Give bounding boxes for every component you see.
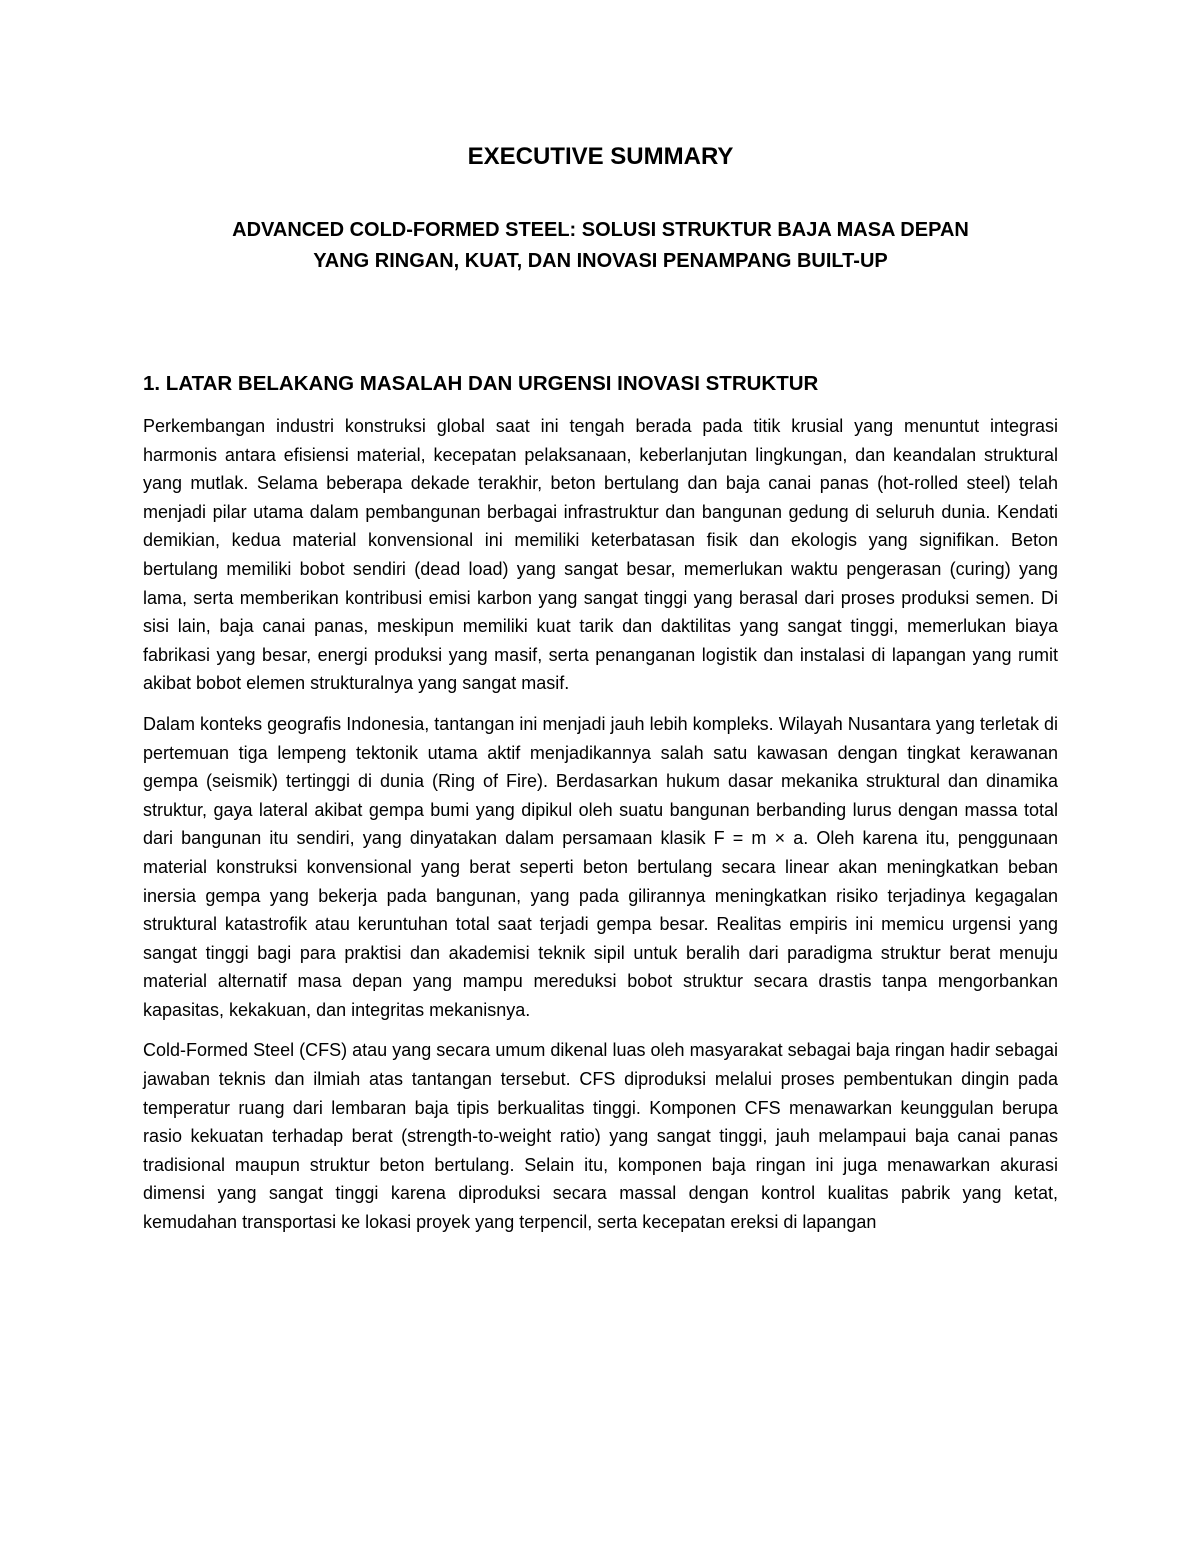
document-title: EXECUTIVE SUMMARY (467, 143, 734, 170)
subtitle-line-1: ADVANCED COLD-FORMED STEEL: SOLUSI STRUKTUR BAJA MASA DEPAN (232, 219, 969, 241)
paragraph: Cold-Formed Steel (CFS) atau yang secara umum dikenal luas oleh masyarakat sebagai baja ringan hadir sebagai jawaban teknis dan ilmiah atas tantangan tersebut. CFS diproduksi melalui proses pembentukan dingin pada temperatur ruang dari lembaran baja tipis berkualitas tinggi. Komponen CFS menawarkan keunggulan berupa rasio kekuatan terhadap berat (strength-to-weight ratio) yang sangat tinggi, jauh melampaui baja canai panas tradisional maupun struktur beton bertulang. Selain itu, komponen baja ringan ini juga menawarkan akurasi dimensi yang sangat tinggi karena diproduksi secara massal dengan kontrol kualitas pabrik yang ketat, kemudahan transportasi ke lokasi proyek yang terpencil, serta kecepatan ereksi di lapangan (143, 1040, 1058, 1233)
section-heading: 1. LATAR BELAKANG MASALAH DAN URGENSI INOVASI STRUKTUR (143, 372, 819, 395)
section-body (143, 412, 1058, 1249)
paragraph: Perkembangan industri konstruksi global saat ini tengah berada pada titik krusial yang menuntut integrasi harmonis antara efisiensi material, kecepatan pelaksanaan, keberlanjutan lingkungan, dan keandalan struktural yang mutlak. Selama beberapa dekade terakhir, beton bertulang dan baja canai panas (hot-rolled steel) telah menjadi pilar utama dalam pembangunan berbagai infrastruktur dan bangunan gedung di seluruh dunia. Kendati demikian, kedua material konvensional ini memiliki keterbatasan fisik dan ekologis yang signifikan. Beton bertulang memiliki bobot sendiri (dead load) yang sangat besar, memerlukan waktu pengerasan (curing) yang lama, serta memberikan kontribusi emisi karbon yang sangat tinggi yang berasal dari proses produksi semen. Di sisi lain, baja canai panas, meskipun memiliki kuat tarik dan daktilitas yang sangat tinggi, memerlukan biaya fabrikasi yang besar, energi produksi yang masif, serta penanganan logistik dan instalasi di lapangan yang rumit akibat bobot elemen strukturalnya yang sangat masif. (143, 416, 1058, 694)
paragraph: Dalam konteks geografis Indonesia, tantangan ini menjadi jauh lebih kompleks. Wilayah Nusantara yang terletak di pertemuan tiga lempeng tektonik utama aktif menjadikannya salah satu kawasan dengan tingkat kerawanan gempa (seismik) tertinggi di dunia (Ring of Fire). Berdasarkan hukum dasar mekanika struktural dan dinamika struktur, gaya lateral akibat gempa bumi yang dipikul oleh suatu bangunan berbanding lurus dengan massa total dari bangunan itu sendiri, yang dinyatakan dalam persamaan klasik F = m × a. Oleh karena itu, penggunaan material konstruksi konvensional yang berat seperti beton bertulang secara linear akan meningkatkan beban inersia gempa yang bekerja pada bangunan, yang pada gilirannya meningkatkan risiko terjadinya kegagalan struktural katastrofik atau keruntuhan total saat terjadi gempa besar. Realitas empiris ini memicu urgensi yang sangat tinggi bagi para praktisi dan akademisi teknik sipil untuk beralih dari paradigma struktur berat menuju material alternatif masa depan yang mampu mereduksi bobot struktur secara drastis tanpa mengorbankan kapasitas, kekakuan, dan integritas mekanisnya. (143, 713, 1058, 1020)
subtitle-line-2: YANG RINGAN, KUAT, DAN INOVASI PENAMPANG BUILT-UP (313, 250, 888, 272)
document-subtitle (143, 215, 1058, 277)
